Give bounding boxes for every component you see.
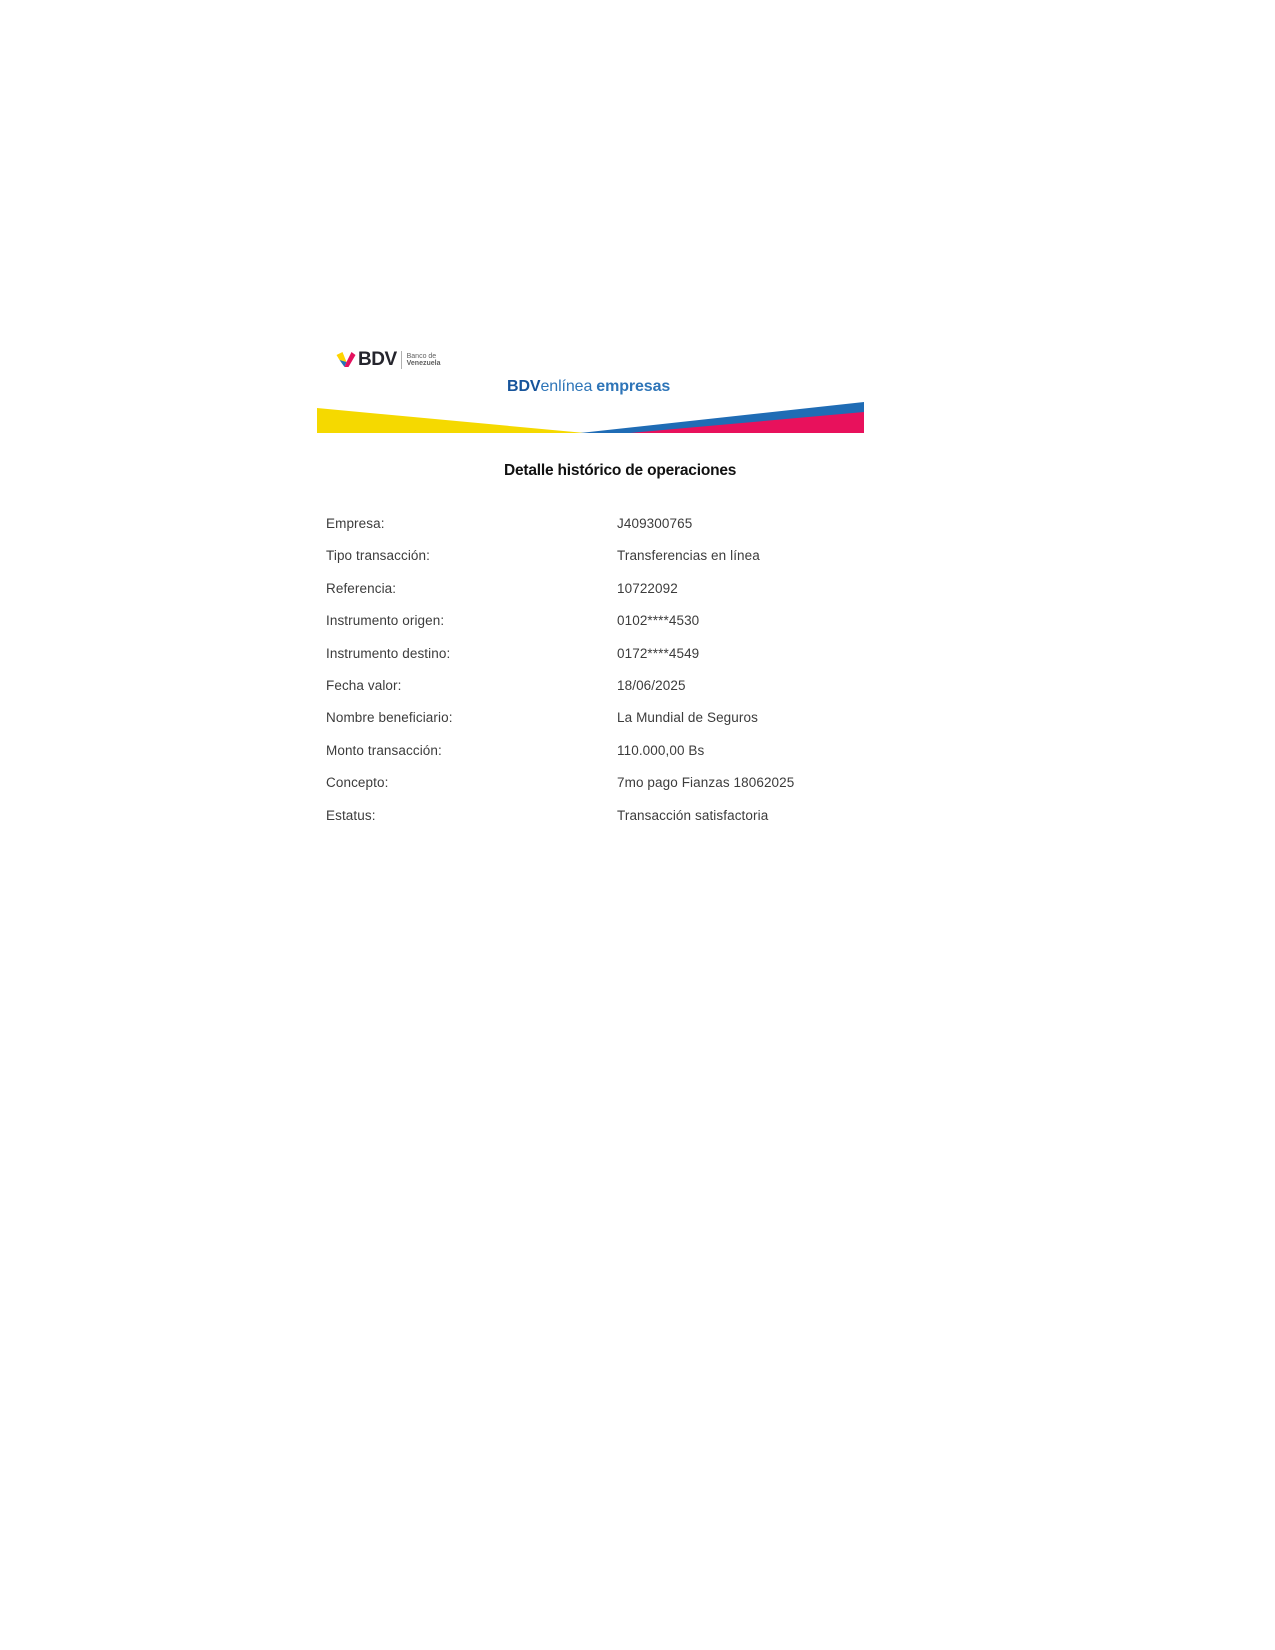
bdv-enlinea-tagline [507,378,670,396]
field-value: 0102****4530 [617,613,700,629]
field-label: Tipo transacción: [326,548,430,564]
field-value: 18/06/2025 [617,677,686,693]
field-label: Monto transacción: [326,742,442,758]
field-row [326,548,886,580]
field-label: Estatus: [326,807,376,823]
field-value: J409300765 [617,516,693,531]
field-label: Instrumento origen: [326,613,445,629]
tagline-bdv: BDV [507,378,541,395]
bank-name [407,353,441,368]
field-value: 10722092 [617,580,678,596]
field-label: Referencia: [326,580,397,596]
bdv-logo [336,351,440,369]
bank-name-line2: Venezuela [406,360,441,367]
bdv-check-icon [336,352,356,368]
field-value: 0172****4549 [617,645,700,661]
field-row [326,710,886,742]
field-label: Empresa: [326,516,385,531]
bdv-logo-text: BDV [358,349,397,370]
field-row [326,613,886,645]
tagline-enlinea: enlínea [540,378,593,395]
field-value: Transacción satisfactoria [617,807,769,823]
field-row [326,516,886,548]
field-row [326,775,886,807]
field-row [326,808,886,840]
page-title: Detalle histórico de operaciones [504,462,737,479]
field-value: La Mundial de Seguros [617,710,758,726]
fields-table [326,516,886,840]
field-label: Nombre beneficiario: [326,710,453,726]
bank-name-line1: Banco de [406,352,437,360]
tricolor-banner [317,402,864,433]
field-label: Concepto: [326,775,389,791]
logo-divider [401,351,402,369]
field-value: 7mo pago Fianzas 18062025 [617,775,795,791]
field-label: Instrumento destino: [326,645,451,661]
field-row [326,743,886,775]
field-row [326,678,886,710]
field-label: Fecha valor: [326,677,402,693]
tagline-empresas: empresas [596,378,671,395]
field-value: Transferencias en línea [617,548,760,564]
field-value: 110.000,00 Bs [617,742,705,758]
field-row [326,646,886,678]
field-row [326,581,886,613]
